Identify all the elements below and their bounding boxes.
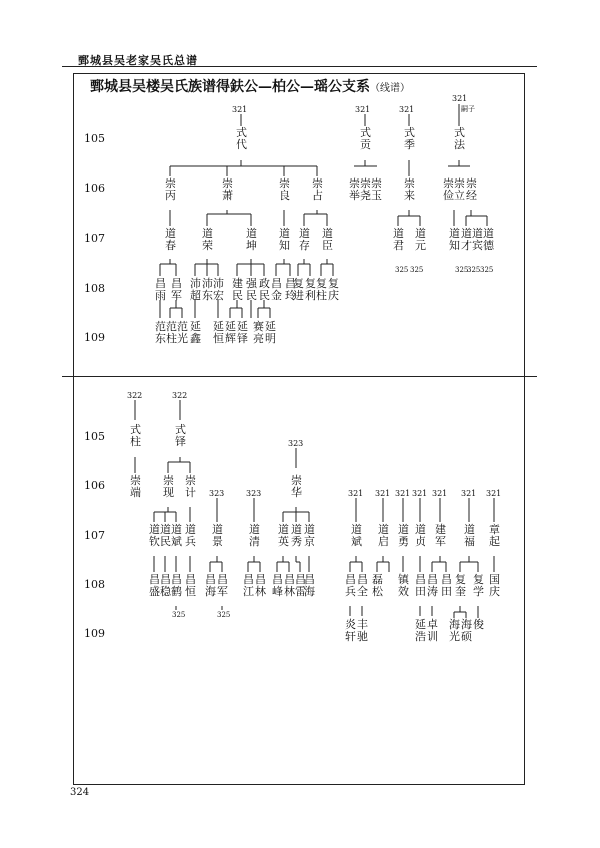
person-name: 昌江 [243,573,254,598]
person-name: 道京 [304,523,315,548]
ref-number: 325 [480,266,494,274]
person-name: 道知 [449,227,460,252]
person-name: 崇玉 [371,177,382,202]
person-name: 昌海 [304,573,315,598]
person-name: 式法 [454,126,465,151]
person-name: 崇华 [291,474,302,499]
gen-label: 105 [84,430,105,443]
person-name: 复进 [293,277,304,302]
person-name: 延铎 [237,320,248,345]
person-name: 复柱 [316,277,327,302]
person-name: 范柱 [166,320,177,345]
person-name: 昌玲 [285,277,296,302]
ref-number: 321 [412,489,428,498]
person-name: 章起 [489,523,500,548]
ref-number: 321 [486,489,502,498]
ref-number: 325 [217,611,231,619]
person-name: 式柱 [130,423,141,448]
person-name: 昌鹤 [171,573,182,598]
person-name: 复庆 [328,277,339,302]
person-name: 丰驰 [357,618,368,643]
ref-number: 323 [246,489,262,498]
person-name: 昌金 [271,277,282,302]
ref-number: 321 [348,489,364,498]
ref-number: 321 [432,489,448,498]
title-text: 鄄城县吴楼吴氏族谱得鈇公—柏公—瑶公支系 [90,79,370,95]
person-name: 昌全 [357,573,368,598]
person-name: 沛东 [202,277,213,302]
person-name: 道知 [279,227,290,252]
person-name: 昌雷 [295,573,306,598]
gen-label: 108 [84,578,105,591]
person-name: 赛亮 [253,320,264,345]
heir-note: 嗣子 [461,105,475,113]
person-name: 崇现 [163,474,174,499]
person-name: 建民 [232,277,243,302]
person-name: 道斌 [351,523,362,548]
person-name: 昌林 [255,573,266,598]
person-name: 海光 [449,618,460,643]
person-name: 道清 [249,523,260,548]
gen-label: 108 [84,282,105,295]
person-name: 范光 [177,320,188,345]
title-note: （线谱） [370,83,410,94]
person-name: 崇计 [185,474,196,499]
gen-label: 106 [84,182,105,195]
person-name: 道贞 [415,523,426,548]
person-name: 崇来 [404,177,415,202]
ref-number: 321 [232,105,248,114]
ref-number: 322 [127,391,143,400]
person-name: 道君 [393,227,404,252]
ref-number: 321 [375,489,391,498]
person-name: 昌峰 [272,573,283,598]
person-name: 道秀 [291,523,302,548]
person-name: 昌海 [205,573,216,598]
person-name: 炎轩 [345,618,356,643]
person-name: 延浩 [415,618,426,643]
gen-label: 107 [84,232,105,245]
person-name: 道元 [415,227,426,252]
person-name: 强民 [246,277,257,302]
ref-number: 323 [288,439,304,448]
person-name: 崇尧 [360,177,371,202]
person-name: 式贡 [360,126,371,151]
person-name: 崇俭 [443,177,454,202]
gen-label: 109 [84,331,105,344]
person-name: 镇效 [398,573,409,598]
person-name: 道勇 [398,523,409,548]
person-name: 道英 [278,523,289,548]
person-name: 昌恒 [185,573,196,598]
person-name: 俊 [473,618,484,631]
ref-number: 321 [355,105,371,114]
person-name: 昌田 [415,573,426,598]
ref-number: 325 [395,266,409,274]
ref-number: 325 [172,611,186,619]
person-name: 崇占 [312,177,323,202]
person-name: 道才 [461,227,472,252]
person-name: 复利 [305,277,316,302]
person-name: 昌盛 [149,573,160,598]
person-name: 延鑫 [190,320,201,345]
person-name: 卓训 [427,618,438,643]
person-name: 式季 [404,126,415,151]
person-name: 昌军 [171,277,182,302]
person-name: 道斌 [171,523,182,548]
person-name: 道启 [378,523,389,548]
ref-number: 322 [172,391,188,400]
person-name: 崇萧 [222,177,233,202]
person-name: 国庆 [489,573,500,598]
person-name: 昌雨 [155,277,166,302]
person-name: 建军 [435,523,446,548]
person-name: 道荣 [202,227,213,252]
person-name: 范东 [155,320,166,345]
person-name: 沛宏 [213,277,224,302]
gen-label: 107 [84,529,105,542]
gen-label: 105 [84,132,105,145]
person-name: 道存 [299,227,310,252]
person-name: 道民 [160,523,171,548]
person-name: 崇立 [454,177,465,202]
person-name: 沛超 [190,277,201,302]
person-name: 道钦 [149,523,160,548]
book-header: 鄄城县吴老家吴氏总谱 [78,54,198,67]
person-name: 昌军 [217,573,228,598]
person-name: 海硕 [461,618,472,643]
person-name: 崇端 [130,474,141,499]
person-name: 崇丙 [165,177,176,202]
person-name: 昌兵 [345,573,356,598]
ref-number: 321 [395,489,411,498]
ref-number: 325 [467,266,481,274]
person-name: 延明 [265,320,276,345]
person-name: 道春 [165,227,176,252]
person-name: 式代 [236,126,247,151]
ref-number: 323 [209,489,225,498]
person-name: 昌稳 [160,573,171,598]
person-name: 政民 [259,277,270,302]
person-name: 复学 [473,573,484,598]
ref-number: 325 [455,266,469,274]
ref-number: 321 [452,94,468,103]
person-name: 昌涛 [427,573,438,598]
person-name: 崇举 [349,177,360,202]
ref-number: 321 [399,105,415,114]
ref-number: 321 [461,489,477,498]
person-name: 复奎 [455,573,466,598]
person-name: 道坤 [246,227,257,252]
person-name: 崇经 [466,177,477,202]
gen-label: 109 [84,627,105,640]
person-name: 延辉 [225,320,236,345]
person-name: 道臣 [322,227,333,252]
gen-label: 106 [84,479,105,492]
person-name: 道宾 [472,227,483,252]
person-name: 崇良 [279,177,290,202]
person-name: 磊松 [372,573,383,598]
page-number: 324 [70,787,90,798]
person-name: 道兵 [185,523,196,548]
person-name: 道景 [212,523,223,548]
ref-number: 325 [410,266,424,274]
person-name: 道德 [483,227,494,252]
person-name: 昌田 [441,573,452,598]
person-name: 式铎 [175,423,186,448]
person-name: 延恒 [213,320,224,345]
person-name: 道福 [464,523,475,548]
person-name: 昌林 [284,573,295,598]
